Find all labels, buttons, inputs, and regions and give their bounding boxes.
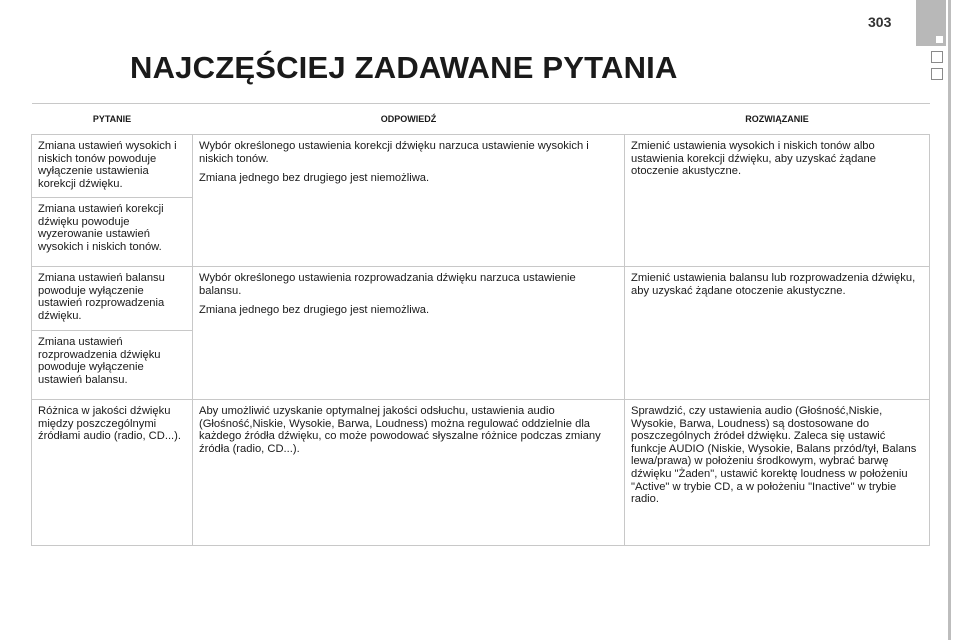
table-header-row	[32, 104, 930, 135]
column-header-answer: ODPOWIEDŹ	[193, 104, 625, 135]
answer-text: Aby umożliwić uzyskanie optymalnej jakości odsłuchu, ustawienia audio (Głośność,Niskie, Wysokie, Barwa, Loudness) można regulować oddzielnie dla każdego źródła dźwięku, co może powodować słyszalne różnice podczas zmiany źródła (radio, CD...).	[199, 405, 601, 455]
question-cell: Zmiana ustawień rozprowadzenia dźwięku powoduje wyłączenie ustawień balansu.	[32, 331, 193, 400]
question-cell: Zmiana ustawień wysokich i niskich tonów powoduje wyłączenie ustawienia korekcji dźwięku.	[32, 135, 193, 198]
column-header-solution: ROZWIĄZANIE	[625, 104, 930, 135]
answer-text: Zmiana jednego bez drugiego jest niemożliwa.	[199, 304, 430, 317]
page-title: NAJCZĘŚCIEJ ZADAWANE PYTANIA	[130, 50, 678, 85]
table-row	[32, 400, 930, 546]
question-cell: Różnica w jakości dźwięku między poszczególnymi źródłami audio (radio, CD...).	[32, 400, 193, 546]
question-cell: Zmiana ustawień balansu powoduje wyłączenie ustawień rozprowadzenia dźwięku.	[32, 267, 193, 331]
solution-cell: Sprawdzić, czy ustawienia audio (Głośność,Niskie, Wysokie, Barwa, Loudness) są dostosowane do poszczególnych źródeł dźwięku. Zaleca się ustawić funkcje AUDIO (Niskie, Wysokie, Balans przód/tył, Balans lewa/prawa) w położeniu środkowym, wybrać barwę dźwięku "Żaden", ustawić korektę loudness w położeniu "Active" w trybie CD, a w położeniu "Inactive" w trybie radio.	[625, 400, 930, 546]
page-edge-rule	[948, 0, 951, 640]
answer-cell	[193, 267, 625, 400]
square-outline-icon	[931, 68, 943, 80]
answer-text: Wybór określonego ustawienia rozprowadzania dźwięku narzuca ustawienie balansu.	[199, 272, 576, 297]
answer-cell	[193, 135, 625, 267]
faq-table	[31, 103, 930, 546]
question-cell: Zmiana ustawień korekcji dźwięku powoduje wyzerowanie ustawień wysokich i niskich tonów.	[32, 198, 193, 267]
table-row	[32, 267, 930, 331]
page-number: 303	[868, 14, 892, 30]
answer-text: Zmiana jednego bez drugiego jest niemożliwa.	[199, 172, 430, 185]
solution-cell: Zmienić ustawienia wysokich i niskich tonów albo ustawienia korekcji dźwięku, aby uzyskać żądane otoczenie akustyczne.	[625, 135, 930, 267]
solution-cell: Zmienić ustawienia balansu lub rozprowadzenia dźwięku, aby uzyskać żądane otoczenie akustyczne.	[625, 267, 930, 400]
section-tab	[916, 0, 946, 46]
answer-cell	[193, 400, 625, 546]
table-row	[32, 135, 930, 198]
section-tab-square-icon	[936, 36, 943, 43]
square-outline-icon	[931, 51, 943, 63]
column-header-question: PYTANIE	[32, 104, 193, 135]
answer-text: Wybór określonego ustawienia korekcji dźwięku narzuca ustawienie wysokich i niskich tonów.	[199, 140, 589, 165]
